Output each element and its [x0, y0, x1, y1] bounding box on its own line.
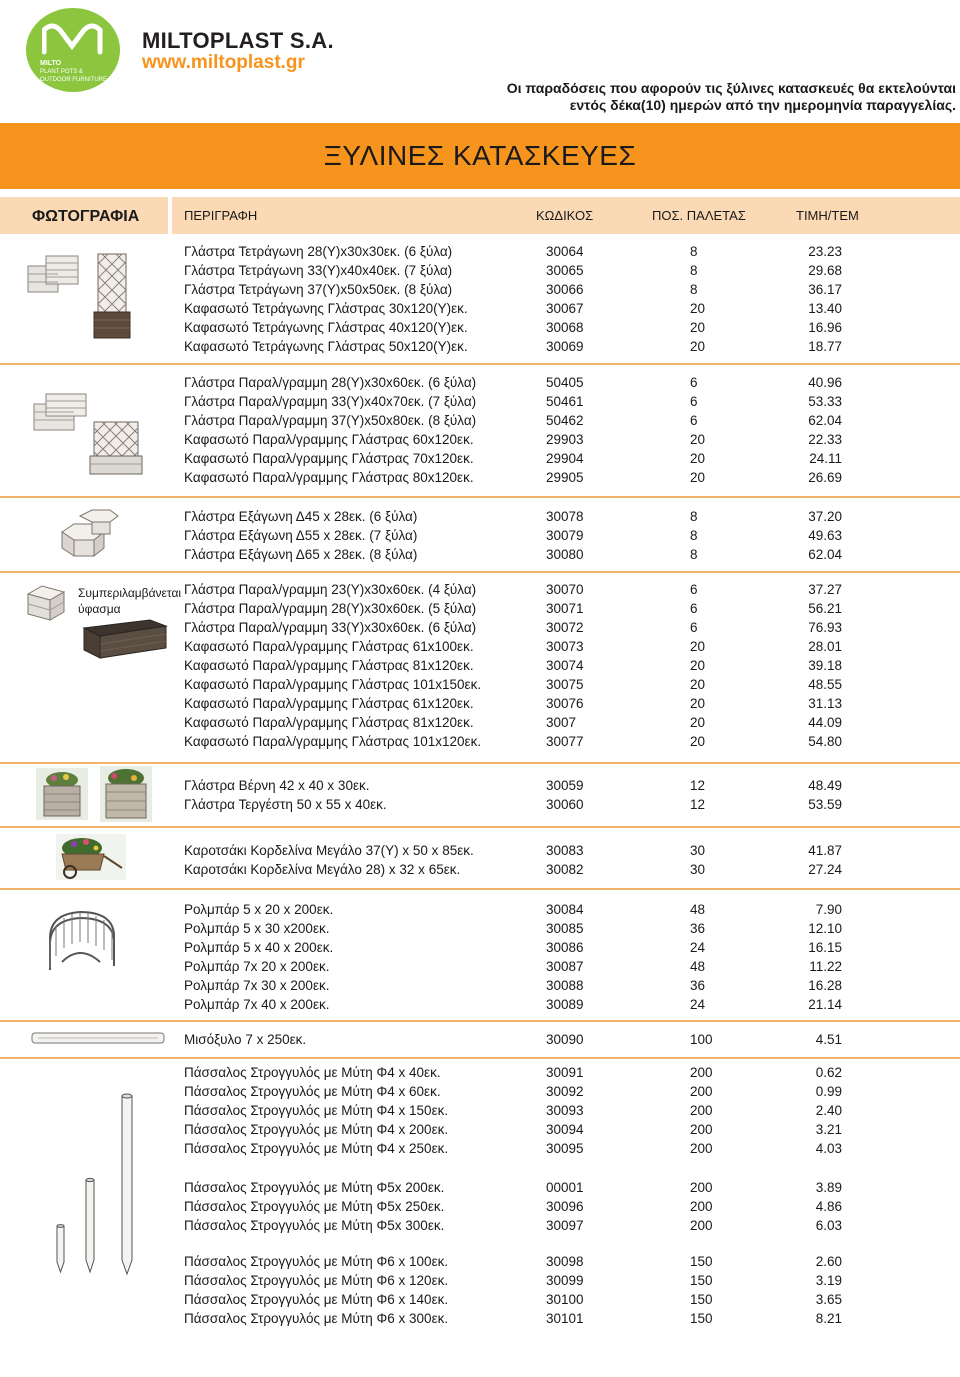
pallet-qty-cell: 6: [690, 620, 698, 635]
table-row: [0, 1030, 960, 1049]
price-cell: 40.96: [808, 375, 842, 390]
table-row: [0, 507, 960, 526]
pallet-qty-cell: 6: [690, 413, 698, 428]
table-row: [0, 526, 960, 545]
pallet-qty-cell: 6: [690, 601, 698, 616]
description-cell: Πάσσαλος Στρογγυλός με Μύτη Φ5x 200εκ.: [184, 1180, 445, 1195]
price-cell: 3.21: [815, 1122, 842, 1137]
pallet-qty-cell: 20: [690, 734, 706, 749]
description-cell: Γλάστρα Παραλ/γραμμη 37(Υ)x50x80εκ. (8 ξύλα): [184, 413, 477, 428]
price-cell: 16.28: [808, 978, 842, 993]
column-header-photo: ΦΩΤΟΓΡΑΦΙΑ: [32, 208, 140, 225]
code-cell: 30090: [546, 1032, 584, 1047]
pallet-qty-cell: 20: [690, 677, 706, 692]
group-separator: [0, 571, 960, 573]
code-cell: 30087: [546, 959, 584, 974]
description-cell: Γλάστρα Τετράγωνη 33(Υ)x40x40εκ. (7 ξύλα): [184, 263, 453, 278]
price-cell: 4.51: [815, 1032, 842, 1047]
code-cell: 30085: [546, 921, 584, 936]
price-cell: 0.62: [815, 1065, 842, 1080]
notice-line-2: εντός δέκα(10) ημερών από την ημερομηνία παραγγελίας.: [569, 97, 956, 113]
table-row: [0, 776, 960, 795]
table-row: [0, 242, 960, 261]
code-cell: 50405: [546, 375, 584, 390]
pallet-qty-cell: 200: [690, 1122, 713, 1137]
description-cell: Γλάστρα Παραλ/γραμμη 23(Υ)x30x60εκ. (4 ξύλα): [184, 582, 477, 597]
description-cell: Καφασωτό Παραλ/γραμμης Γλάστρας 81x120εκ.: [184, 715, 474, 730]
description-cell: Πάσσαλος Στρογγυλός με Μύτη Φ6 x 100εκ.: [184, 1254, 449, 1269]
description-cell: Καφασωτό Παραλ/γραμμης Γλάστρας 80x120εκ.: [184, 470, 474, 485]
code-cell: 30060: [546, 797, 584, 812]
table-row: [0, 919, 960, 938]
table-row: [0, 1290, 960, 1309]
code-cell: 30100: [546, 1292, 584, 1307]
price-cell: 53.59: [808, 797, 842, 812]
price-cell: 6.03: [815, 1218, 842, 1233]
code-cell: 30075: [546, 677, 584, 692]
pallet-qty-cell: 200: [690, 1199, 713, 1214]
table-row: [0, 618, 960, 637]
description-cell: Γλάστρα Τετράγωνη 37(Υ)x50x50εκ. (8 ξύλα): [184, 282, 453, 297]
description-cell: Πάσσαλος Στρογγυλός με Μύτη Φ5x 250εκ.: [184, 1199, 445, 1214]
price-cell: 8.21: [815, 1311, 842, 1326]
code-cell: 30080: [546, 547, 584, 562]
price-cell: 54.80: [808, 734, 842, 749]
code-cell: 30082: [546, 862, 584, 877]
price-cell: 3.65: [815, 1292, 842, 1307]
pallet-qty-cell: 6: [690, 394, 698, 409]
pallet-qty-cell: 48: [690, 902, 706, 917]
company-logo: [26, 8, 120, 92]
price-cell: 31.13: [808, 696, 842, 711]
price-cell: 16.96: [808, 320, 842, 335]
description-cell: Πάσσαλος Στρογγυλός με Μύτη Φ4 x 40εκ.: [184, 1065, 441, 1080]
table-row: [0, 299, 960, 318]
description-cell: Γλάστρα Τετράγωνη 28(Υ)x30x30εκ. (6 ξύλα): [184, 244, 453, 259]
price-cell: 53.33: [808, 394, 842, 409]
description-cell: Γλάστρα Βέρνη 42 x 40 x 30εκ.: [184, 778, 370, 793]
table-row: [0, 1063, 960, 1082]
description-cell: Γλάστρα Εξάγωνη Δ65 x 28εκ. (8 ξύλα): [184, 547, 418, 562]
code-cell: 30096: [546, 1199, 584, 1214]
pallet-qty-cell: 20: [690, 639, 706, 654]
price-cell: 48.49: [808, 778, 842, 793]
table-row: [0, 1309, 960, 1328]
table-row: [0, 468, 960, 487]
pallet-qty-cell: 20: [690, 451, 706, 466]
description-cell: Καφασωτό Παραλ/γραμμης Γλάστρας 61x120εκ.: [184, 696, 474, 711]
table-row: [0, 637, 960, 656]
description-cell: Πάσσαλος Στρογγυλός με Μύτη Φ6 x 140εκ.: [184, 1292, 449, 1307]
price-cell: 23.23: [808, 244, 842, 259]
code-cell: 29904: [546, 451, 584, 466]
pallet-qty-cell: 6: [690, 375, 698, 390]
pallet-qty-cell: 150: [690, 1292, 713, 1307]
table-row: [0, 1252, 960, 1271]
price-cell: 22.33: [808, 432, 842, 447]
pallet-qty-cell: 8: [690, 509, 698, 524]
price-cell: 0.99: [815, 1084, 842, 1099]
description-cell: Πάσσαλος Στρογγυλός με Μύτη Φ4 x 60εκ.: [184, 1084, 441, 1099]
pallet-qty-cell: 20: [690, 432, 706, 447]
pallet-qty-cell: 12: [690, 778, 706, 793]
price-cell: 3.89: [815, 1180, 842, 1195]
table-row: [0, 995, 960, 1014]
table-row: [0, 392, 960, 411]
table-row: [0, 545, 960, 564]
code-cell: 30076: [546, 696, 584, 711]
description-cell: Γλάστρα Εξάγωνη Δ45 x 28εκ. (6 ξύλα): [184, 509, 418, 524]
description-cell: Πάσσαλος Στρογγυλός με Μύτη Φ5x 300εκ.: [184, 1218, 445, 1233]
description-cell: Γλάστρα Τεργέστη 50 x 55 x 40εκ.: [184, 797, 387, 812]
description-cell: Γλάστρα Παραλ/γραμμη 28(Υ)x30x60εκ. (5 ξύλα): [184, 601, 477, 616]
table-row: [0, 599, 960, 618]
price-cell: 4.86: [815, 1199, 842, 1214]
group-separator: [0, 888, 960, 890]
pallet-qty-cell: 8: [690, 263, 698, 278]
logo-m-mark-icon: [42, 22, 104, 56]
table-row: [0, 713, 960, 732]
price-cell: 37.27: [808, 582, 842, 597]
code-cell: 30071: [546, 601, 584, 616]
code-cell: 30099: [546, 1273, 584, 1288]
table-row: [0, 694, 960, 713]
website-link[interactable]: www.miltoplast.gr: [142, 52, 305, 73]
code-cell: 30074: [546, 658, 584, 673]
table-row: [0, 938, 960, 957]
code-cell: 3007: [546, 715, 577, 730]
code-cell: 30097: [546, 1218, 584, 1233]
code-cell: 30086: [546, 940, 584, 955]
logo-text: [40, 60, 107, 84]
code-cell: 30095: [546, 1141, 584, 1156]
code-cell: 30101: [546, 1311, 584, 1326]
price-cell: 28.01: [808, 639, 842, 654]
code-cell: 29905: [546, 470, 584, 485]
code-cell: 30065: [546, 263, 584, 278]
code-cell: 30070: [546, 582, 584, 597]
code-cell: 30066: [546, 282, 584, 297]
pallet-qty-cell: 200: [690, 1103, 713, 1118]
description-cell: Μισόξυλο 7 x 250εκ.: [184, 1032, 307, 1047]
column-header-pallet-qty: ΠΟΣ. ΠΑΛΕΤΑΣ: [652, 208, 746, 223]
pallet-qty-cell: 20: [690, 339, 706, 354]
pallet-qty-cell: 150: [690, 1273, 713, 1288]
code-cell: 30068: [546, 320, 584, 335]
pallet-qty-cell: 150: [690, 1254, 713, 1269]
table-row: [0, 1216, 960, 1235]
pallet-qty-cell: 24: [690, 940, 706, 955]
price-cell: 2.40: [815, 1103, 842, 1118]
fabric-note-line-1: Συμπεριλαμβάνεται: [78, 586, 182, 600]
table-row: [0, 1178, 960, 1197]
fabric-note-line-2: ύφασμα: [78, 602, 121, 616]
description-cell: Πάσσαλος Στρογγυλός με Μύτη Φ4 x 250εκ.: [184, 1141, 449, 1156]
price-cell: 37.20: [808, 509, 842, 524]
code-cell: 30088: [546, 978, 584, 993]
pallet-qty-cell: 30: [690, 843, 706, 858]
table-row: [0, 957, 960, 976]
table-row: [0, 449, 960, 468]
notice-line-1: Οι παραδόσεις που αφορούν τις ξύλινες κατασκευές θα εκτελούνται: [506, 80, 956, 96]
description-cell: Καροτσάκι Κορδελίνα Μεγάλο 37(Υ) x 50 x 85εκ.: [184, 843, 474, 858]
code-cell: 30098: [546, 1254, 584, 1269]
pallet-qty-cell: 8: [690, 528, 698, 543]
code-cell: 30064: [546, 244, 584, 259]
description-cell: Γλάστρα Παραλ/γραμμη 33(Υ)x30x60εκ. (6 ξύλα): [184, 620, 477, 635]
table-row: [0, 795, 960, 814]
price-cell: 7.90: [815, 902, 842, 917]
description-cell: Καφασωτό Παραλ/γραμμης Γλάστρας 81x120εκ.: [184, 658, 474, 673]
price-cell: 13.40: [808, 301, 842, 316]
pallet-qty-cell: 20: [690, 301, 706, 316]
table-row: [0, 280, 960, 299]
price-cell: 76.93: [808, 620, 842, 635]
price-cell: 16.15: [808, 940, 842, 955]
code-cell: 50462: [546, 413, 584, 428]
price-cell: 12.10: [808, 921, 842, 936]
table-row: [0, 732, 960, 751]
table-row: [0, 318, 960, 337]
description-cell: Καφασωτό Τετράγωνης Γλάστρας 40x120(Υ)εκ.: [184, 320, 468, 335]
group-separator: [0, 762, 960, 764]
description-cell: Πάσσαλος Στρογγυλός με Μύτη Φ4 x 150εκ.: [184, 1103, 449, 1118]
table-row: [0, 1139, 960, 1158]
description-cell: Πάσσαλος Στρογγυλός με Μύτη Φ6 x 120εκ.: [184, 1273, 449, 1288]
code-cell: 30073: [546, 639, 584, 654]
pallet-qty-cell: 24: [690, 997, 706, 1012]
price-cell: 24.11: [809, 451, 842, 466]
description-cell: Γλάστρα Εξάγωνη Δ55 x 28εκ. (7 ξύλα): [184, 528, 418, 543]
table-row: [0, 430, 960, 449]
code-cell: 30089: [546, 997, 584, 1012]
table-row: [0, 337, 960, 356]
description-cell: Ρολμπάρ 5 x 40 x 200εκ.: [184, 940, 334, 955]
pallet-qty-cell: 200: [690, 1218, 713, 1233]
pallet-qty-cell: 20: [690, 696, 706, 711]
table-row: [0, 373, 960, 392]
code-cell: 30077: [546, 734, 584, 749]
code-cell: 30067: [546, 301, 584, 316]
price-cell: 27.24: [808, 862, 842, 877]
price-cell: 41.87: [808, 843, 842, 858]
pallet-qty-cell: 150: [690, 1311, 713, 1326]
price-cell: 39.18: [808, 658, 842, 673]
code-cell: 30091: [546, 1065, 584, 1080]
delivery-notice: [507, 80, 956, 114]
price-cell: 18.77: [808, 339, 842, 354]
price-cell: 26.69: [808, 470, 842, 485]
table-row: [0, 656, 960, 675]
code-cell: 29903: [546, 432, 584, 447]
price-cell: 36.17: [808, 282, 842, 297]
pallet-qty-cell: 20: [690, 320, 706, 335]
description-cell: Καφασωτό Παραλ/γραμμης Γλάστρας 61x100εκ.: [184, 639, 474, 654]
pallet-qty-cell: 8: [690, 547, 698, 562]
table-row: [0, 1101, 960, 1120]
pallet-qty-cell: 200: [690, 1084, 713, 1099]
code-cell: 50461: [546, 394, 584, 409]
pallet-qty-cell: 200: [690, 1065, 713, 1080]
price-cell: 44.09: [808, 715, 842, 730]
price-cell: 3.19: [815, 1273, 842, 1288]
logo-word: MILTO: [40, 60, 62, 67]
code-cell: 30084: [546, 902, 584, 917]
description-cell: Πάσσαλος Στρογγυλός με Μύτη Φ4 x 200εκ.: [184, 1122, 449, 1137]
description-cell: Καφασωτό Παραλ/γραμμης Γλάστρας 101x150εκ.: [184, 677, 482, 692]
price-cell: 62.04: [808, 413, 842, 428]
table-row: [0, 900, 960, 919]
price-cell: 21.14: [808, 997, 842, 1012]
description-cell: Ρολμπάρ 7x 20 x 200εκ.: [184, 959, 330, 974]
page-title: ΞΥΛΙΝΕΣ ΚΑΤΑΣΚΕΥΕΣ: [323, 140, 637, 171]
table-row: [0, 1120, 960, 1139]
pallet-qty-cell: 6: [690, 582, 698, 597]
table-row: [0, 860, 960, 879]
description-cell: Γλάστρα Παραλ/γραμμη 28(Υ)x30x60εκ. (6 ξύλα): [184, 375, 477, 390]
price-cell: 48.55: [808, 677, 842, 692]
description-cell: Καφασωτό Παραλ/γραμμης Γλάστρας 101x120εκ.: [184, 734, 482, 749]
table-row: [0, 1082, 960, 1101]
pallet-qty-cell: 36: [690, 921, 706, 936]
code-cell: 30059: [546, 778, 584, 793]
table-row: [0, 261, 960, 280]
description-cell: Καφασωτό Τετράγωνης Γλάστρας 50x120(Υ)εκ.: [184, 339, 468, 354]
table-row: [0, 675, 960, 694]
pallet-qty-cell: 20: [690, 658, 706, 673]
pallet-qty-cell: 8: [690, 282, 698, 297]
table-row: [0, 411, 960, 430]
description-cell: Ρολμπάρ 5 x 20 x 200εκ.: [184, 902, 334, 917]
pallet-qty-cell: 200: [690, 1180, 713, 1195]
description-cell: Πάσσαλος Στρογγυλός με Μύτη Φ6 x 300εκ.: [184, 1311, 449, 1326]
description-cell: Καφασωτό Παραλ/γραμμης Γλάστρας 60x120εκ.: [184, 432, 474, 447]
table-row: [0, 976, 960, 995]
price-cell: 4.03: [815, 1141, 842, 1156]
price-cell: 11.22: [809, 959, 842, 974]
description-cell: Ρολμπάρ 7x 40 x 200εκ.: [184, 997, 330, 1012]
pallet-qty-cell: 20: [690, 470, 706, 485]
pallet-qty-cell: 200: [690, 1141, 713, 1156]
code-cell: 30079: [546, 528, 584, 543]
price-cell: 29.68: [808, 263, 842, 278]
code-cell: 30093: [546, 1103, 584, 1118]
description-cell: Καφασωτό Παραλ/γραμμης Γλάστρας 70x120εκ.: [184, 451, 474, 466]
pallet-qty-cell: 100: [690, 1032, 713, 1047]
description-cell: Γλάστρα Παραλ/γραμμη 33(Υ)x40x70εκ. (7 ξύλα): [184, 394, 477, 409]
table-row: [0, 841, 960, 860]
logo-tagline-1: PLANT POTS &: [40, 69, 83, 75]
code-cell: 30094: [546, 1122, 584, 1137]
description-cell: Ρολμπάρ 5 x 30 x200εκ.: [184, 921, 330, 936]
column-header-description: ΠΕΡΙΓΡΑΦΗ: [184, 208, 258, 223]
pallet-qty-cell: 48: [690, 959, 706, 974]
price-cell: 62.04: [808, 547, 842, 562]
group-separator: [0, 1057, 960, 1059]
group-separator: [0, 363, 960, 365]
group-separator: [0, 826, 960, 828]
code-cell: 30078: [546, 509, 584, 524]
pallet-qty-cell: 12: [690, 797, 706, 812]
table-row: [0, 580, 960, 599]
price-cell: 56.21: [808, 601, 842, 616]
column-header-price: ΤΙΜΗ/ΤΕΜ: [796, 208, 859, 223]
group-separator: [0, 496, 960, 498]
price-cell: 2.60: [815, 1254, 842, 1269]
description-cell: Καροτσάκι Κορδελίνα Μεγάλο 28) x 32 x 65εκ.: [184, 862, 461, 877]
pallet-qty-cell: 8: [690, 244, 698, 259]
logo-tagline-2: OUTDOOR FURNITURE: [40, 77, 107, 83]
code-cell: 00001: [546, 1180, 584, 1195]
group-separator: [0, 1020, 960, 1022]
price-cell: 49.63: [808, 528, 842, 543]
table-row: [0, 1197, 960, 1216]
description-cell: Καφασωτό Τετράγωνης Γλάστρας 30x120(Υ)εκ.: [184, 301, 468, 316]
pallet-qty-cell: 30: [690, 862, 706, 877]
pallet-qty-cell: 36: [690, 978, 706, 993]
code-cell: 30083: [546, 843, 584, 858]
code-cell: 30092: [546, 1084, 584, 1099]
table-row: [0, 1271, 960, 1290]
pallet-qty-cell: 20: [690, 715, 706, 730]
column-header-code: ΚΩΔΙΚΟΣ: [536, 208, 594, 223]
code-cell: 30069: [546, 339, 584, 354]
description-cell: Ρολμπάρ 7x 30 x 200εκ.: [184, 978, 330, 993]
code-cell: 30072: [546, 620, 584, 635]
company-name: MILTOPLAST S.A.: [142, 28, 334, 53]
